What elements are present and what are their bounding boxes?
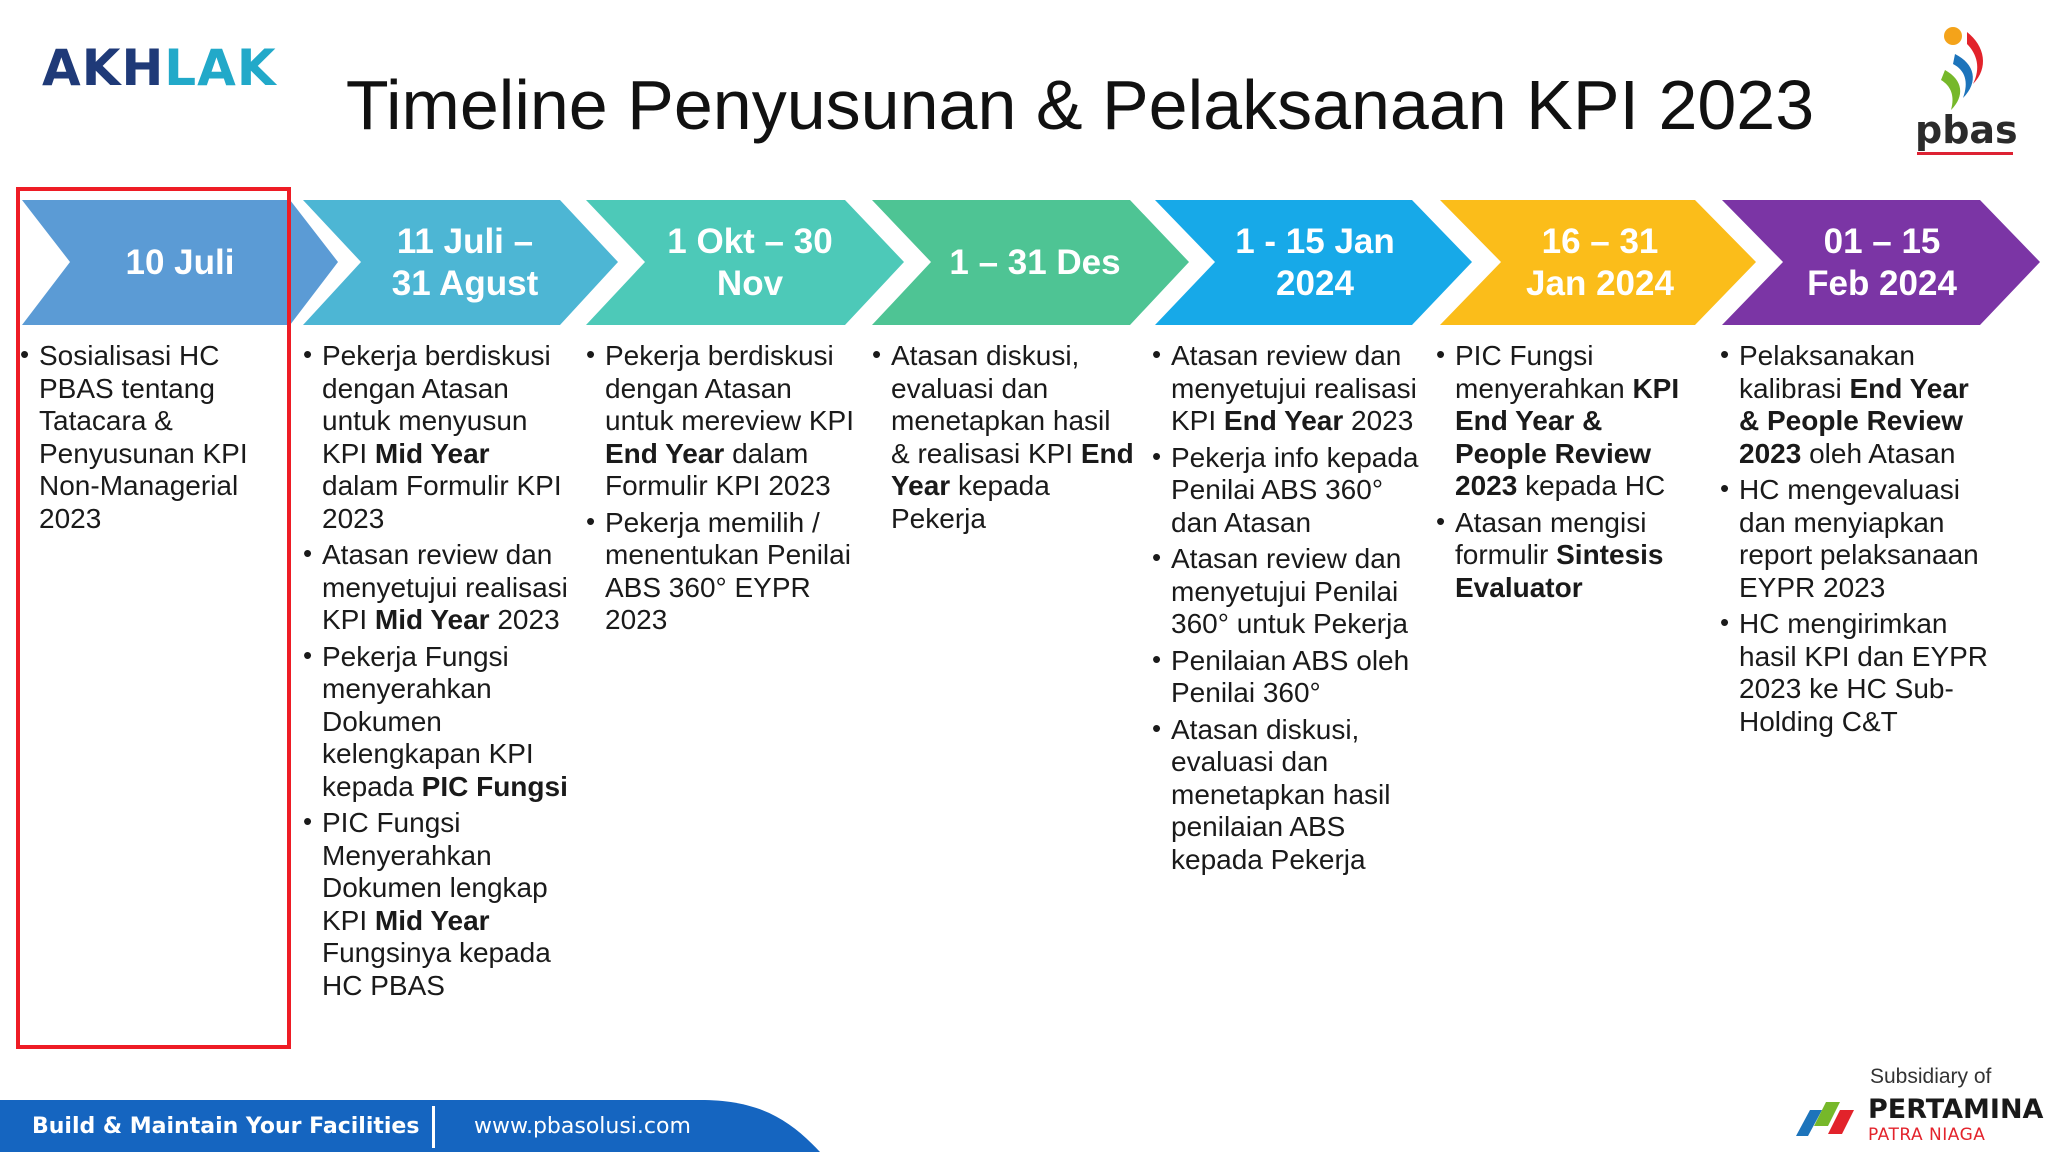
patra-niaga-wordmark: PATRA NIAGA — [1868, 1125, 1986, 1145]
bold-text: KPI End Year & People Review 2023 — [1455, 372, 1680, 501]
stage-label-3: 1 Okt – 30 Nov — [667, 221, 833, 303]
stage-column-2 — [303, 340, 571, 1006]
bullet-item: • Atasan review dan menyetujui realisasi KPI End Year 2023 — [1152, 340, 1422, 438]
akhlak-logo-part2: LAK — [164, 39, 277, 97]
bullet-item: • Atasan review dan menyetujui realisasi KPI Mid Year 2023 — [303, 539, 571, 637]
bold-text: End Year — [605, 437, 725, 469]
stage-label-2: 11 Juli – 31 Agust — [391, 221, 539, 303]
bold-text: End Year & People Review 2023 — [1739, 372, 1969, 469]
pbas-logo-text: pbas — [1915, 108, 2018, 152]
bold-text: Mid Year — [374, 604, 490, 635]
bold-text: Sintesis Evaluator — [1455, 539, 1664, 603]
bullet-item: • Atasan diskusi, evaluasi dan menetapkan hasil & realisasi KPI End Year kepada Pekerja — [872, 340, 1134, 535]
bold-text: Mid Year — [374, 904, 490, 936]
pertamina-logo-icon — [1788, 1096, 1864, 1142]
bullet-item: • PIC Fungsi Menyerahkan Dokumen lengkap KPI Mid Year Fungsinya kepada HC PBAS — [303, 807, 571, 1002]
stage-label-4: 1 – 31 Des — [949, 242, 1121, 282]
bullet-item: • Pekerja Fungsi menyerahkan Dokumen kelengkapan KPI kepada PIC Fungsi — [303, 641, 571, 804]
bullet-item: • Pekerja info kepada Penilai ABS 360° dan Atasan — [1152, 442, 1422, 540]
stage-column-6 — [1436, 340, 1698, 608]
bullet-item: • Pekerja memilih / menentukan Penilai ABS 360° EYPR 2023 — [586, 507, 854, 637]
stage-label-1: 10 Juli — [125, 242, 235, 282]
bold-text: End Year — [891, 437, 1134, 501]
pertamina-wordmark: PERTAMINA — [1868, 1094, 2044, 1125]
bullet-item: • Atasan review dan menyetujui Penilai 360° untuk Pekerja — [1152, 543, 1422, 641]
stage-column-7 — [1720, 340, 1995, 742]
subsidiary-label: Subsidiary of — [1870, 1065, 1992, 1088]
footer-tagline: Build & Maintain Your Facilities — [32, 1114, 420, 1139]
bullet-item: • Pekerja berdiskusi dengan Atasan untuk mereview KPI End Year dalam Formulir KPI 2023 — [586, 340, 854, 503]
bullet-item: • Penilaian ABS oleh Penilai 360° — [1152, 645, 1422, 710]
bullet-item: • Pelaksanakan kalibrasi End Year & People Review 2023 oleh Atasan — [1720, 340, 1995, 470]
stage-label-5: 1 - 15 Jan 2024 — [1235, 221, 1395, 303]
bold-text: End Year — [1223, 405, 1344, 436]
bullet-item: • HC mengevaluasi dan menyiapkan report pelaksanaan EYPR 2023 — [1720, 474, 1995, 604]
bullet-item: • PIC Fungsi menyerahkan KPI End Year & People Review 2023 kepada HC — [1436, 340, 1698, 503]
bullet-item: • Atasan diskusi, evaluasi dan menetapkan hasil penilaian ABS kepada Pekerja — [1152, 714, 1422, 877]
bullet-item: • HC mengirimkan hasil KPI dan EYPR 2023 ke HC Sub-Holding C&T — [1720, 608, 1995, 738]
stage-column-5 — [1152, 340, 1422, 880]
stage-column-1 — [20, 340, 285, 539]
bold-text: PIC Fungsi — [421, 770, 568, 802]
bullet-item: • Atasan mengisi formulir Sintesis Evaluator — [1436, 507, 1698, 605]
stage-column-4 — [872, 340, 1134, 539]
footer-website: www.pbasolusi.com — [474, 1114, 691, 1139]
bullet-item: • Pekerja berdiskusi dengan Atasan untuk menyusun KPI Mid Year dalam Formulir KPI 2023 — [303, 340, 571, 535]
stage-label-6: 16 – 31 Jan 2024 — [1526, 221, 1674, 303]
page-title: Timeline Penyusunan & Pelaksanaan KPI 2023 — [345, 66, 1815, 144]
stage-column-3 — [586, 340, 854, 641]
footer-separator — [432, 1106, 435, 1148]
stage-label-7: 01 – 15 Feb 2024 — [1807, 221, 1957, 303]
akhlak-logo-part1: AKH — [42, 39, 165, 97]
bold-text: Mid Year — [374, 437, 490, 469]
bullet-item: • Sosialisasi HC PBAS tentang Tatacara & Penyusunan KPI Non-Managerial 2023 — [20, 340, 285, 535]
